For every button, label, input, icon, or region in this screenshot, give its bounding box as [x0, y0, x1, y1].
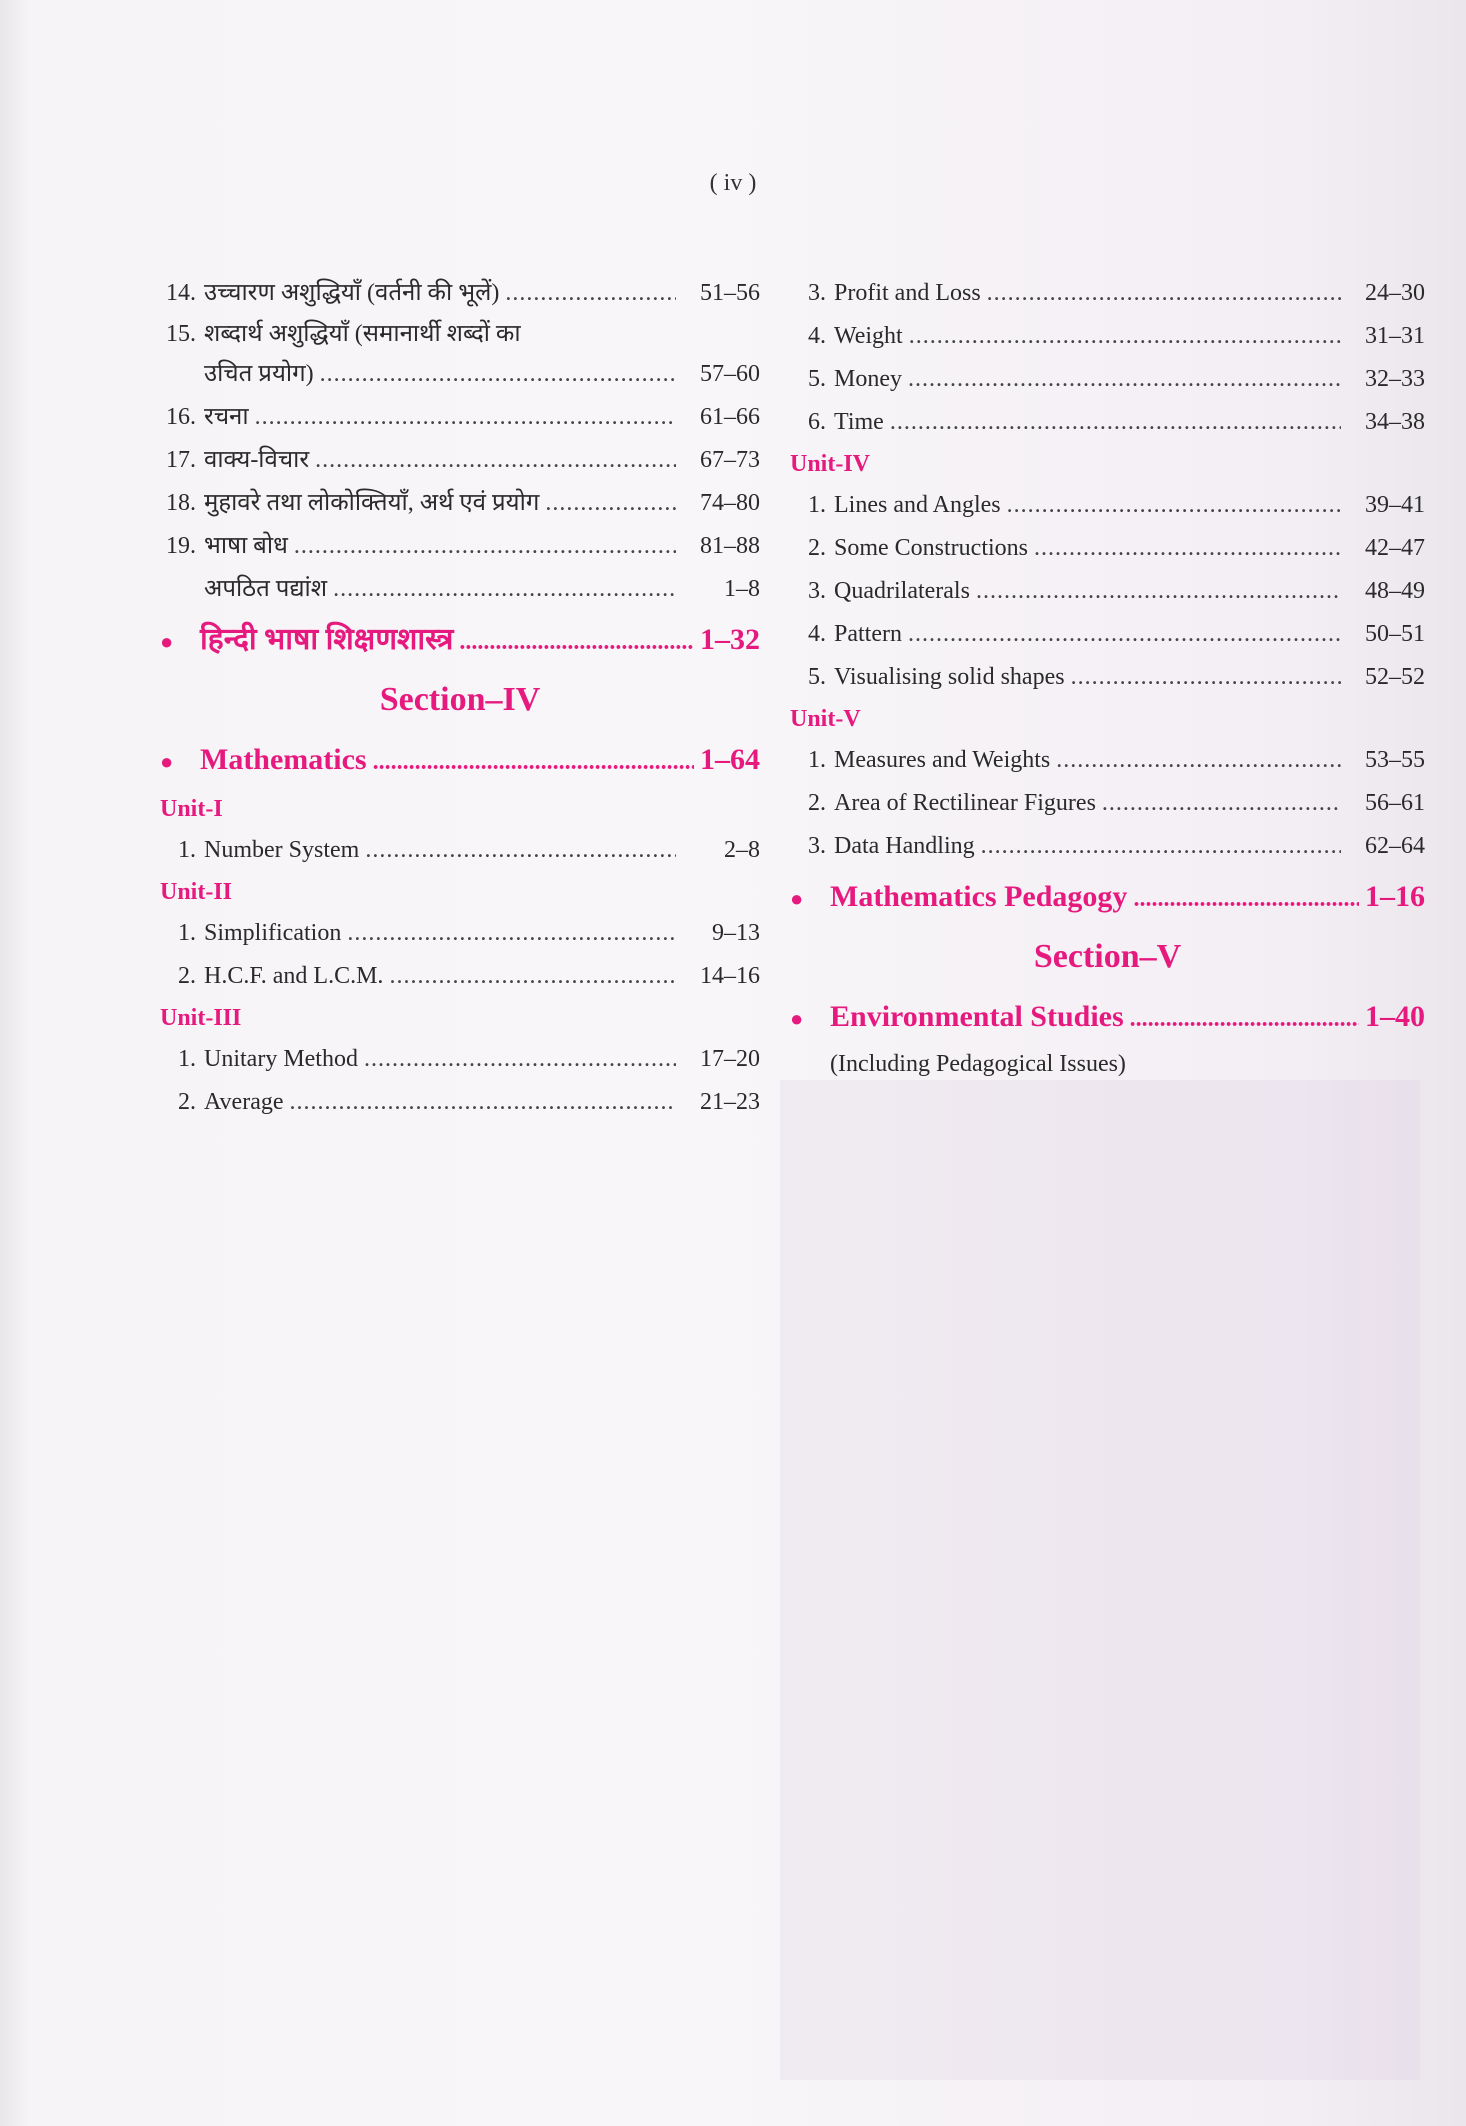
dot-leader — [373, 733, 694, 791]
dot-leader — [1034, 527, 1341, 570]
heading-title: हिन्दी भाषा शिक्षणशास्त्र — [200, 623, 454, 656]
entry-title: रचना — [204, 404, 249, 430]
section-title: Section–V — [1033, 938, 1182, 975]
entry-number: 2. — [808, 535, 826, 561]
toc-entry[interactable] — [790, 613, 1425, 656]
dot-leader — [365, 829, 676, 872]
toc-entry[interactable] — [160, 482, 760, 525]
entry-pages: 74–80 — [700, 490, 760, 516]
entry-pages: 50–51 — [1365, 621, 1425, 647]
entry-title: Visualising solid shapes — [834, 664, 1065, 690]
entry-pages: 48–49 — [1365, 578, 1425, 604]
entry-number: 1. — [178, 1046, 196, 1072]
toc-entry[interactable] — [160, 315, 760, 353]
entry-number: 1. — [178, 920, 196, 946]
entry-number: 1. — [808, 747, 826, 773]
entry-title: Profit and Loss — [834, 280, 981, 306]
entry-pages: 61–66 — [700, 404, 760, 430]
toc-entry-continuation[interactable] — [160, 353, 760, 396]
entry-number: 5. — [808, 366, 826, 392]
dot-leader — [890, 401, 1341, 444]
entry-pages: 57–60 — [700, 361, 760, 387]
entry-title: Weight — [834, 323, 903, 349]
entry-number: 2. — [178, 1089, 196, 1115]
entry-title: उचित प्रयोग) — [204, 361, 314, 387]
dot-leader — [290, 1081, 677, 1124]
entry-number: 2. — [808, 790, 826, 816]
toc-entry[interactable] — [160, 396, 760, 439]
entry-pages: 21–23 — [700, 1089, 760, 1115]
toc-right-column — [790, 272, 1425, 1082]
entry-number: 17. — [166, 447, 196, 473]
entry-title: Pattern — [834, 621, 902, 647]
entry-pages: 31–31 — [1365, 323, 1425, 349]
toc-entry[interactable] — [160, 955, 760, 998]
entry-title: Simplification — [204, 920, 342, 946]
unit-label: Unit-III — [160, 1005, 242, 1031]
heading-pages: 1–32 — [700, 623, 760, 656]
toc-entry[interactable] — [790, 825, 1425, 868]
dot-leader — [347, 912, 676, 955]
entry-number: 4. — [808, 621, 826, 647]
entry-pages: 39–41 — [1365, 492, 1425, 518]
dot-leader — [505, 272, 676, 315]
dot-leader — [909, 315, 1341, 358]
dot-leader — [987, 272, 1341, 315]
toc-entry[interactable] — [160, 525, 760, 568]
unit-label: Unit-I — [160, 796, 223, 822]
dot-leader — [459, 613, 694, 671]
entry-title: Quadrilaterals — [834, 578, 970, 604]
entry-number: 14. — [166, 280, 196, 306]
entry-title: Unitary Method — [204, 1046, 358, 1072]
unit-label: Unit-II — [160, 879, 233, 905]
entry-number: 15. — [166, 321, 196, 347]
entry-title: वाक्य-विचार — [204, 447, 310, 473]
entry-pages: 51–56 — [700, 280, 760, 306]
entry-number: 6. — [808, 409, 826, 435]
toc-entry[interactable] — [160, 912, 760, 955]
toc-entry[interactable] — [790, 656, 1425, 699]
entry-title: Some Constructions — [834, 535, 1029, 561]
bullet-icon: ● — [160, 629, 174, 654]
entry-title: Area of Rectilinear Figures — [834, 790, 1096, 816]
entry-number: 1. — [808, 492, 826, 518]
toc-entry[interactable] — [160, 829, 760, 872]
dot-leader — [545, 482, 676, 525]
section-note: (Including Pedagogical Issues) — [830, 1051, 1126, 1077]
section-title: Section–IV — [379, 681, 541, 718]
dot-leader — [333, 568, 676, 611]
dot-leader — [976, 570, 1341, 613]
entry-number: 18. — [166, 490, 196, 516]
bullet-icon: ● — [790, 1006, 804, 1031]
heading-title: Environmental Studies — [830, 1000, 1124, 1033]
dot-leader — [1071, 656, 1341, 699]
dot-leader — [389, 955, 676, 998]
entry-title: Average — [204, 1089, 284, 1115]
entry-number: 16. — [166, 404, 196, 430]
entry-title: उच्चारण अशुद्धियाँ (वर्तनी की भूलें) — [204, 280, 500, 306]
heading-pages: 1–40 — [1365, 1000, 1425, 1033]
entry-number: 3. — [808, 578, 826, 604]
dot-leader — [255, 396, 676, 439]
entry-pages: 32–33 — [1365, 366, 1425, 392]
heading-title: Mathematics Pedagogy — [830, 880, 1128, 913]
toc-entry[interactable] — [790, 401, 1425, 444]
entry-title: Lines and Angles — [834, 492, 1001, 518]
dot-leader — [315, 439, 676, 482]
entry-pages: 62–64 — [1365, 833, 1425, 859]
entry-number: 1. — [178, 837, 196, 863]
entry-number: 19. — [166, 533, 196, 559]
entry-pages: 2–8 — [724, 837, 760, 863]
toc-entry[interactable] — [790, 570, 1425, 613]
dot-leader — [364, 1038, 676, 1081]
heading-pages: 1–64 — [700, 743, 760, 776]
toc-entry[interactable] — [790, 782, 1425, 825]
entry-title: मुहावरे तथा लोकोक्तियाँ, अर्थ एवं प्रयोग — [204, 490, 540, 516]
entry-pages: 56–61 — [1365, 790, 1425, 816]
entry-title: Money — [834, 366, 902, 392]
bullet-icon: ● — [790, 886, 804, 911]
entry-pages: 24–30 — [1365, 280, 1425, 306]
toc-entry[interactable] — [790, 272, 1425, 315]
bullet-icon: ● — [160, 749, 174, 774]
toc-entry[interactable] — [790, 484, 1425, 527]
toc-entry[interactable] — [160, 272, 760, 315]
entry-number: 2. — [178, 963, 196, 989]
toc-entry[interactable] — [160, 568, 760, 611]
entry-pages: 34–38 — [1365, 409, 1425, 435]
entry-title: भाषा बोध — [204, 533, 288, 559]
entry-title: Measures and Weights — [834, 747, 1051, 773]
entry-number: 3. — [808, 280, 826, 306]
entry-pages: 42–47 — [1365, 535, 1425, 561]
entry-pages: 81–88 — [700, 533, 760, 559]
heading-pages: 1–16 — [1365, 880, 1425, 913]
entry-pages: 1–8 — [724, 576, 760, 602]
toc-section-heading[interactable] — [790, 988, 1425, 1046]
toc-entry[interactable] — [790, 527, 1425, 570]
dot-leader — [1007, 484, 1341, 527]
dot-leader — [1130, 990, 1359, 1048]
entry-title: H.C.F. and L.C.M. — [204, 963, 384, 989]
entry-pages: 67–73 — [700, 447, 760, 473]
entry-title: शब्दार्थ अशुद्धियाँ (समानार्थी शब्दों का — [204, 321, 521, 347]
toc-entry[interactable] — [160, 1038, 760, 1081]
toc-section-heading[interactable] — [790, 868, 1425, 926]
dot-leader — [320, 353, 676, 396]
toc-entry[interactable] — [790, 739, 1425, 782]
dot-leader — [908, 358, 1341, 401]
toc-section-heading[interactable] — [160, 731, 760, 789]
unit-label: Unit-IV — [790, 451, 871, 477]
toc-left-column — [160, 272, 760, 1124]
heading-title: Mathematics — [200, 743, 367, 776]
entry-pages: 52–52 — [1365, 664, 1425, 690]
entry-number: 4. — [808, 323, 826, 349]
entry-pages: 14–16 — [700, 963, 760, 989]
dot-leader — [1133, 870, 1359, 928]
entry-number: 3. — [808, 833, 826, 859]
entry-title: Data Handling — [834, 833, 975, 859]
page-number: ( iv ) — [709, 170, 757, 196]
entry-number: 5. — [808, 664, 826, 690]
dot-leader — [908, 613, 1341, 656]
unit-label: Unit-V — [790, 706, 861, 732]
toc-section-heading[interactable] — [160, 611, 760, 669]
toc-entry[interactable] — [160, 439, 760, 482]
entry-title: Time — [834, 409, 884, 435]
entry-title: अपठित पद्यांश — [204, 576, 328, 602]
entry-pages: 17–20 — [700, 1046, 760, 1072]
show-through-shadow — [780, 1080, 1420, 2080]
entry-title: Number System — [204, 837, 360, 863]
toc-entry[interactable] — [160, 1081, 760, 1124]
dot-leader — [1102, 782, 1341, 825]
entry-pages: 53–55 — [1365, 747, 1425, 773]
toc-entry[interactable] — [790, 358, 1425, 401]
dot-leader — [294, 525, 676, 568]
entry-pages: 9–13 — [712, 920, 760, 946]
dot-leader — [1056, 739, 1341, 782]
dot-leader — [981, 825, 1341, 868]
toc-entry[interactable] — [790, 315, 1425, 358]
